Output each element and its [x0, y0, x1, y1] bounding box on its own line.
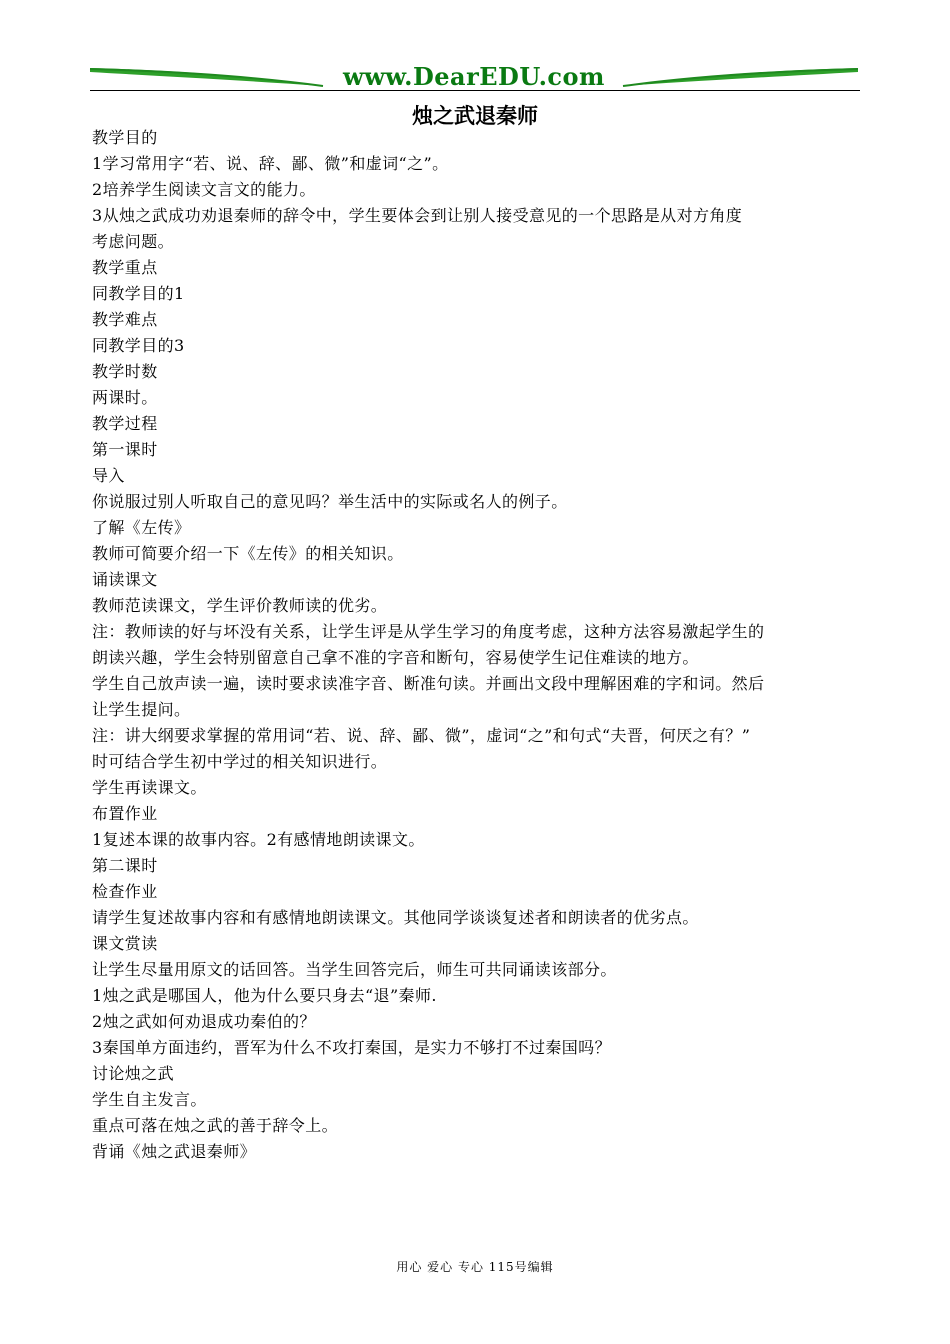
- text-line: 第一课时: [92, 440, 158, 459]
- text-line: 3从烛之武成功劝退秦师的辞令中，学生要体会到让别人接受意见的一个思路是从对方角度: [92, 206, 743, 225]
- text-line: 教师可简要介绍一下《左传》的相关知识。: [92, 544, 404, 563]
- text-line: 重点可落在烛之武的善于辞令上。: [92, 1116, 339, 1135]
- text-line: 诵读课文: [92, 570, 158, 589]
- text-line: 同教学目的3: [92, 336, 185, 355]
- text-line: 同教学目的1: [92, 284, 185, 303]
- text-line: 教学时数: [92, 362, 158, 381]
- text-line: 2培养学生阅读文言文的能力。: [92, 180, 316, 199]
- footer-note: 用心 爱心 专心 115号编辑: [396, 1260, 554, 1274]
- text-line: 考虑问题。: [92, 232, 175, 251]
- text-line: 请学生复述故事内容和有感情地朗读课文。其他同学谈谈复述者和朗读者的优劣点。: [92, 908, 699, 927]
- text-line: 学生再读课文。: [92, 778, 207, 797]
- page-title: 烛之武退秦师: [412, 104, 538, 128]
- text-line: 时可结合学生初中学过的相关知识进行。: [92, 752, 388, 771]
- text-line: 两课时。: [92, 388, 158, 407]
- text-line: 课文赏读: [92, 934, 158, 953]
- text-line: 你说服过别人听取自己的意见吗？举生活中的实际或名人的例子。: [92, 492, 568, 511]
- text-line: 让学生尽量用原文的话回答。当学生回答完后，师生可共同诵读该部分。: [92, 960, 617, 979]
- text-line: 检查作业: [92, 882, 158, 901]
- text-line: 1学习常用字“若、说、辞、鄙、微”和虚词“之”。: [92, 154, 449, 173]
- text-line: 学生自己放声读一遍，读时要求读准字音、断准句读。并画出文段中理解困难的字和词。然后: [92, 674, 765, 693]
- text-line: 教学难点: [92, 310, 158, 329]
- text-line: 布置作业: [92, 804, 158, 823]
- text-line: 1烛之武是哪国人，他为什么要只身去“退”秦师.: [92, 986, 437, 1005]
- text-line: 3秦国单方面违约，晋军为什么不攻打秦国，是实力不够打不过秦国吗？: [92, 1038, 611, 1057]
- logo-text: www.DearEDU.com: [343, 62, 605, 91]
- text-line: 教学重点: [92, 258, 158, 277]
- text-line: 讨论烛之武: [92, 1064, 175, 1083]
- text-line: 朗读兴趣，学生会特别留意自己拿不准的字音和断句，容易使学生记住难读的地方。: [92, 648, 699, 667]
- text-line: 1复述本课的故事内容。2有感情地朗读课文。: [92, 830, 425, 849]
- text-line: 让学生提问。: [92, 700, 191, 719]
- text-line: 第二课时: [92, 856, 158, 875]
- header-rule: [90, 90, 860, 91]
- document-body: [92, 125, 862, 1165]
- text-line: 注：教师读的好与坏没有关系，让学生评是从学生学习的角度考虑，这种方法容易激起学生的: [92, 622, 765, 641]
- text-line: 学生自主发言。: [92, 1090, 207, 1109]
- text-line: 导入: [92, 466, 125, 485]
- text-line: 注：讲大纲要求掌握的常用词“若、说、辞、鄙、微”，虚词“之”和句式“夫晋，何厌之有？”: [92, 726, 751, 745]
- text-line: 了解《左传》: [92, 518, 191, 537]
- text-line: 教学过程: [92, 414, 158, 433]
- text-line: 教学目的: [92, 128, 158, 147]
- text-line: 教师范读课文，学生评价教师读的优劣。: [92, 596, 388, 615]
- text-line: 背诵《烛之武退秦师》: [92, 1142, 257, 1161]
- site-header-logo: [88, 60, 860, 94]
- text-line: 2烛之武如何劝退成功秦伯的？: [92, 1012, 316, 1031]
